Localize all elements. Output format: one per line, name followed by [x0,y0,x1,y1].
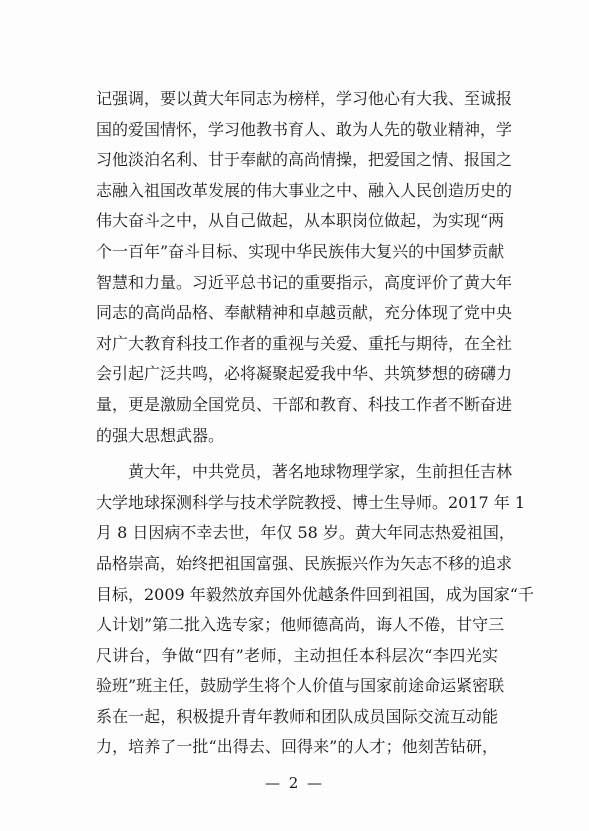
text-line: 品格崇高，始终把祖国富强、民族振兴作为矢志不移的追求 [96,553,513,573]
text-line: 人计划”第二批入选专家；他师德高尚，诲人不倦，甘守三 [96,615,505,635]
page-number: — 2 — [264,774,325,792]
paragraph-2 [96,457,534,763]
text-line: 大学地球探测科学与技术学院教授、博士生导师。2017 年 1 [96,492,526,512]
text-line: 目标，2009 年毅然放弃国外优越条件回到祖国，成为国家“千 [96,584,534,604]
text-line: 黄大年，中共党员，著名地球物理学家，生前担任吉林 [128,462,513,482]
text-line: 验班”班主任，鼓励学生将个人价值与国家前途命运紧密联 [96,676,505,696]
text-line: 志融入祖国改革发展的伟大事业之中、融入人民创造历史的 [96,180,513,200]
text-line: 个一百年”奋斗目标、实现中华民族伟大复兴的中国梦贡献 [96,241,505,261]
text-line: 力，培养了一批“出得去、回得来”的人才；他刻苦钻研， [96,737,498,757]
text-line: 记强调，要以黄大年同志为榜样，学习他心有大我、至诚报 [96,89,513,108]
text-line: 同志的高尚品格、奉献精神和卓越贡献，充分体现了党中央 [96,303,513,323]
text-line: 的强大思想武器。 [96,425,225,445]
text-line: 智慧和力量。习近平总书记的重要指示，高度评价了黄大年 [96,272,513,292]
text-line: 对广大教育科技工作者的重视与关爱、重托与期待，在全社 [96,333,513,353]
text-line: 月 8 日因病不幸去世，年仅 58 岁。黄大年同志热爱祖国， [96,523,515,543]
text-line: 尺讲台，争做“四有”老师，主动担任本科层次“李四光实 [96,645,498,665]
paragraph-1 [96,84,513,451]
text-line: 系在一起，积极提升青年教师和团队成员国际交流互动能 [96,706,498,726]
text-line: 习他淡泊名利、甘于奉献的高尚情操，把爱国之情、报国之 [96,150,513,170]
text-line: 伟大奋斗之中，从自己做起，从本职岗位做起，为实现“两 [96,211,505,231]
text-line: 国的爱国情怀，学习他教书育人、敢为人先的敬业精神，学 [96,119,513,139]
text-line: 量，更是激励全国党员、干部和教育、科技工作者不断奋进 [96,394,513,414]
text-line: 会引起广泛共鸣，必将凝聚起爱我中华、共筑梦想的磅礴力 [96,364,513,384]
body-text [96,84,534,763]
